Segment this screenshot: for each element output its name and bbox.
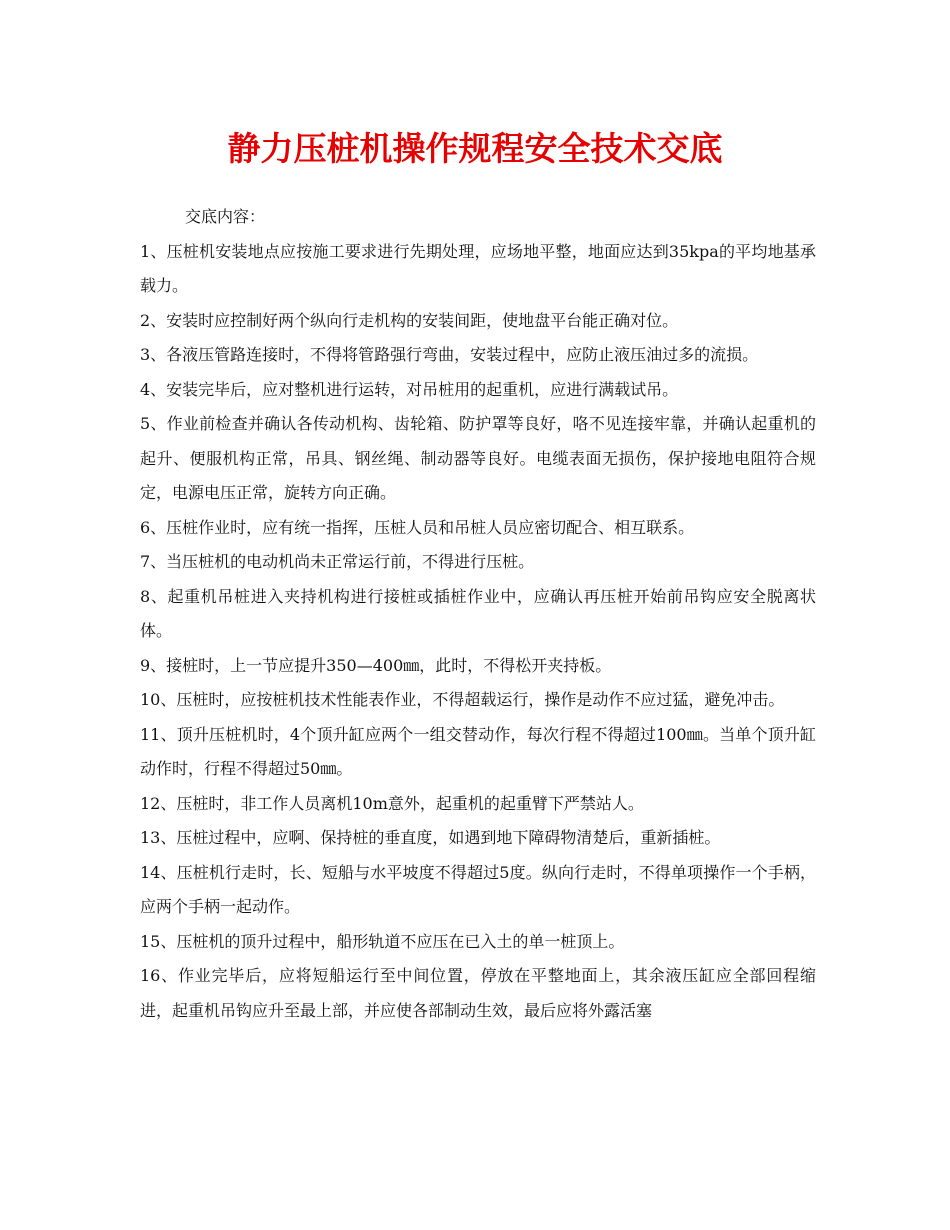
clause-8: 8、起重机吊桩进入夹持机构进行接桩或插桩作业中，应确认再压桩开始前吊钩应安全脱离状体。 bbox=[140, 586, 816, 640]
clause-3: 3、各液压管路连接时，不得将管路强行弯曲，安装过程中，应防止液压油过多的流损。 bbox=[140, 345, 759, 364]
clause-6: 6、压桩作业时，应有统一指挥，压桩人员和吊桩人员应密切配合、相互联系。 bbox=[140, 517, 695, 537]
intro-label: 交底内容： bbox=[185, 207, 266, 226]
clause-16: 16、作业完毕后，应将短船运行至中间位置，停放在平整地面上，其余液压缸应全部回程缩进，起重机吊钩应升至最上部，并应使各部制动生效，最后应将外露活塞 bbox=[140, 966, 816, 1020]
clause-10: 10、压桩时，应按桩机技术性能表作业，不得超载运行，操作是动作不应过猛，避免冲击。 bbox=[140, 690, 785, 709]
clause-1: 1、压桩机安装地点应按施工要求进行先期处理，应场地平整，地面应达到35kpa的平均地基承载力。 bbox=[140, 241, 816, 295]
clause-4: 4、安装完毕后，应对整机进行运转，对吊桩用的起重机，应进行满载试吊。 bbox=[140, 379, 679, 399]
clause-2: 2、安装时应控制好两个纵向行走机构的安装间距，使地盘平台能正确对位。 bbox=[140, 310, 679, 330]
clause-15: 15、压桩机的顶升过程中，船形轨道不应压在已入土的单一桩顶上。 bbox=[140, 931, 625, 951]
document-body bbox=[140, 200, 816, 1028]
document-title: 静力压桩机操作规程安全技术交底 bbox=[227, 129, 723, 168]
clause-12: 12、压桩时，非工作人员离机10m意外，起重机的起重臂下严禁站人。 bbox=[140, 793, 644, 813]
clause-13: 13、压桩过程中，应啊、保持桩的垂直度，如遇到地下障碍物清楚后，重新插桩。 bbox=[140, 828, 721, 847]
clause-14: 14、压桩机行走时，长、短船与水平坡度不得超过5度。纵向行走时，不得单项操作一个手柄，应两个手柄一起动作。 bbox=[140, 862, 816, 916]
clause-11: 11、顶升压桩机时，4个顶升缸应两个一组交替动作，每次行程不得超过100㎜。当单个顶升缸动作时，行程不得超过50㎜。 bbox=[140, 724, 816, 778]
clause-7: 7、当压桩机的电动机尚未正常运行前，不得进行压桩。 bbox=[140, 552, 535, 571]
clause-5: 5、作业前检查并确认各传动机构、齿轮箱、防护罩等良好，咯不见连接牢靠，并确认起重机的起升、便服机构正常，吊具、钢丝绳、制动器等良好。电缆表面无损伤，保护接地电阻符合规定，电源电压正常，旋转方向正确。 bbox=[140, 414, 816, 502]
clause-9: 9、接桩时，上一节应提升350—400㎜，此时，不得松开夹持板。 bbox=[140, 655, 612, 675]
